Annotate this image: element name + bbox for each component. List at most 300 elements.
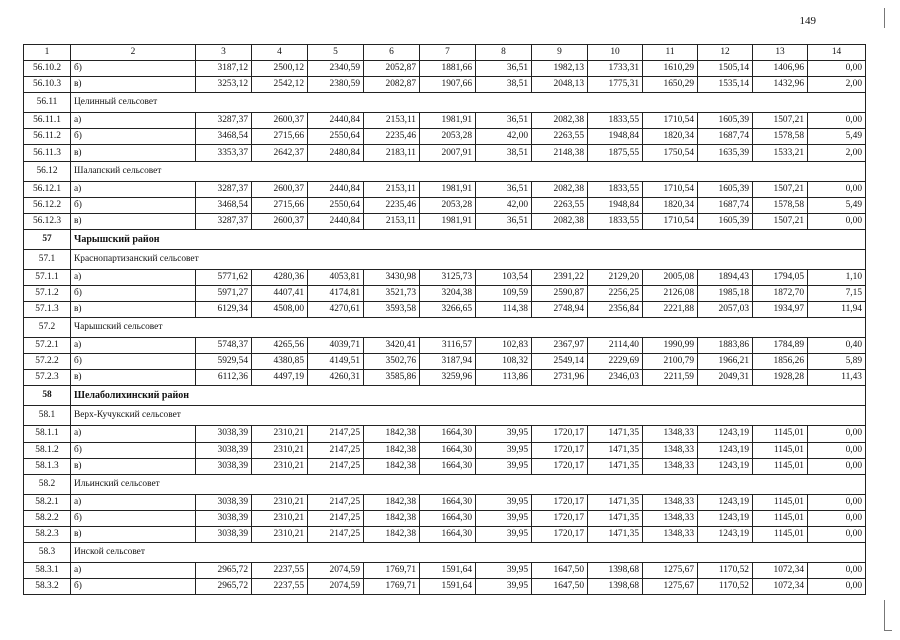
row-label-cell: в) xyxy=(71,370,196,386)
value-cell: 1145,01 xyxy=(753,494,808,510)
value-cell: 1471,35 xyxy=(588,426,643,442)
row-label-cell: а) xyxy=(71,181,196,197)
value-cell: 2183,11 xyxy=(364,145,420,161)
value-cell: 1842,38 xyxy=(364,510,420,526)
value-cell: 39,95 xyxy=(476,526,532,542)
value-cell: 1170,52 xyxy=(698,579,753,595)
row-code-cell: 57.2.3 xyxy=(24,370,71,386)
value-cell: 1664,30 xyxy=(420,426,476,442)
row-label-cell: а) xyxy=(71,113,196,129)
value-cell: 0,00 xyxy=(808,458,866,474)
value-cell: 2310,21 xyxy=(252,510,308,526)
row-code-cell: 56.10.3 xyxy=(24,77,71,93)
table-row xyxy=(24,510,866,526)
value-cell: 1966,21 xyxy=(698,354,753,370)
value-cell: 2440,84 xyxy=(308,181,364,197)
value-cell: 2053,28 xyxy=(420,197,476,213)
value-cell: 3502,76 xyxy=(364,354,420,370)
value-cell: 1775,31 xyxy=(588,77,643,93)
value-cell: 1507,21 xyxy=(753,213,808,229)
value-cell: 2114,40 xyxy=(588,338,643,354)
value-cell: 1275,67 xyxy=(643,579,698,595)
value-cell: 2082,38 xyxy=(532,181,588,197)
value-cell: 5,49 xyxy=(808,129,866,145)
value-cell: 3253,12 xyxy=(196,77,252,93)
value-cell: 1471,35 xyxy=(588,442,643,458)
value-cell: 3187,94 xyxy=(420,354,476,370)
value-cell: 2310,21 xyxy=(252,526,308,542)
value-cell: 38,51 xyxy=(476,145,532,161)
value-cell: 1471,35 xyxy=(588,526,643,542)
row-code-cell: 57.1.2 xyxy=(24,285,71,301)
page-edge-tick xyxy=(884,630,892,631)
row-code-cell: 56.11.2 xyxy=(24,129,71,145)
value-cell: 3259,96 xyxy=(420,370,476,386)
value-cell: 36,51 xyxy=(476,113,532,129)
value-cell: 109,59 xyxy=(476,285,532,301)
value-cell: 2550,64 xyxy=(308,197,364,213)
value-cell: 2550,64 xyxy=(308,129,364,145)
value-cell: 0,00 xyxy=(808,426,866,442)
value-cell: 2082,87 xyxy=(364,77,420,93)
table-row xyxy=(24,129,866,145)
value-cell: 1406,96 xyxy=(753,61,808,77)
value-cell: 1985,18 xyxy=(698,285,753,301)
value-cell: 1505,14 xyxy=(698,61,753,77)
value-cell: 2057,03 xyxy=(698,302,753,318)
value-cell: 2748,94 xyxy=(532,302,588,318)
settlement-row xyxy=(24,161,866,181)
value-cell: 0,00 xyxy=(808,61,866,77)
value-cell: 39,95 xyxy=(476,426,532,442)
value-cell: 102,83 xyxy=(476,338,532,354)
value-cell: 2256,25 xyxy=(588,285,643,301)
table-row xyxy=(24,579,866,595)
value-cell: 1720,17 xyxy=(532,458,588,474)
settlement-row xyxy=(24,249,866,269)
value-cell: 2211,59 xyxy=(643,370,698,386)
value-cell: 2126,08 xyxy=(643,285,698,301)
value-cell: 39,95 xyxy=(476,562,532,578)
row-label-cell: в) xyxy=(71,213,196,229)
table-row xyxy=(24,113,866,129)
column-header: 8 xyxy=(476,45,532,61)
value-cell: 1687,74 xyxy=(698,197,753,213)
table-row xyxy=(24,181,866,197)
value-cell: 3521,73 xyxy=(364,285,420,301)
value-cell: 113,86 xyxy=(476,370,532,386)
row-label-cell: б) xyxy=(71,354,196,370)
value-cell: 1710,54 xyxy=(643,113,698,129)
value-cell: 2263,55 xyxy=(532,129,588,145)
value-cell: 1687,74 xyxy=(698,129,753,145)
settlement-name-cell: Инской сельсовет xyxy=(71,542,866,562)
value-cell: 1243,19 xyxy=(698,442,753,458)
table-row xyxy=(24,77,866,93)
value-cell: 6112,36 xyxy=(196,370,252,386)
row-label-cell: а) xyxy=(71,426,196,442)
value-cell: 1145,01 xyxy=(753,426,808,442)
row-code-cell: 56.11.1 xyxy=(24,113,71,129)
value-cell: 3187,12 xyxy=(196,61,252,77)
column-header: 13 xyxy=(753,45,808,61)
table-row xyxy=(24,562,866,578)
value-cell: 2310,21 xyxy=(252,458,308,474)
value-cell: 2052,87 xyxy=(364,61,420,77)
value-cell: 2148,38 xyxy=(532,145,588,161)
value-cell: 1664,30 xyxy=(420,494,476,510)
table-row xyxy=(24,285,866,301)
value-cell: 2147,25 xyxy=(308,510,364,526)
row-code-cell: 58.1.3 xyxy=(24,458,71,474)
value-cell: 3038,39 xyxy=(196,426,252,442)
value-cell: 0,00 xyxy=(808,510,866,526)
value-cell: 108,32 xyxy=(476,354,532,370)
value-cell: 1769,71 xyxy=(364,579,420,595)
value-cell: 1072,34 xyxy=(753,562,808,578)
value-cell: 2048,13 xyxy=(532,77,588,93)
value-cell: 3287,37 xyxy=(196,213,252,229)
value-cell: 4039,71 xyxy=(308,338,364,354)
row-code-cell: 57.1.3 xyxy=(24,302,71,318)
value-cell: 1348,33 xyxy=(643,426,698,442)
value-cell: 2340,59 xyxy=(308,61,364,77)
value-cell: 1948,84 xyxy=(588,129,643,145)
value-cell: 2049,31 xyxy=(698,370,753,386)
table-row xyxy=(24,526,866,542)
value-cell: 1842,38 xyxy=(364,442,420,458)
value-cell: 2263,55 xyxy=(532,197,588,213)
value-cell: 2147,25 xyxy=(308,494,364,510)
value-cell: 2367,97 xyxy=(532,338,588,354)
value-cell: 1243,19 xyxy=(698,510,753,526)
value-cell: 4497,19 xyxy=(252,370,308,386)
value-cell: 4149,51 xyxy=(308,354,364,370)
value-cell: 2,00 xyxy=(808,145,866,161)
settlement-row xyxy=(24,474,866,494)
page-number: 149 xyxy=(799,15,816,27)
value-cell: 4508,00 xyxy=(252,302,308,318)
table-row xyxy=(24,338,866,354)
table-body xyxy=(24,45,866,595)
row-code-cell: 58.1.2 xyxy=(24,442,71,458)
value-cell: 0,00 xyxy=(808,494,866,510)
value-cell: 2,00 xyxy=(808,77,866,93)
value-cell: 2380,59 xyxy=(308,77,364,93)
value-cell: 2391,22 xyxy=(532,269,588,285)
value-cell: 1647,50 xyxy=(532,562,588,578)
table-row xyxy=(24,269,866,285)
value-cell: 1145,01 xyxy=(753,526,808,542)
value-cell: 1769,71 xyxy=(364,562,420,578)
value-cell: 0,00 xyxy=(808,526,866,542)
value-cell: 3287,37 xyxy=(196,113,252,129)
column-header: 10 xyxy=(588,45,643,61)
page-edge-line xyxy=(884,600,885,630)
value-cell: 4174,81 xyxy=(308,285,364,301)
value-cell: 0,00 xyxy=(808,442,866,458)
value-cell: 39,95 xyxy=(476,579,532,595)
value-cell: 2074,59 xyxy=(308,579,364,595)
value-cell: 5771,62 xyxy=(196,269,252,285)
row-code-cell: 58.1.1 xyxy=(24,426,71,442)
value-cell: 2237,55 xyxy=(252,579,308,595)
value-cell: 1820,34 xyxy=(643,129,698,145)
table-row xyxy=(24,442,866,458)
value-cell: 1650,29 xyxy=(643,77,698,93)
value-cell: 3038,39 xyxy=(196,458,252,474)
value-cell: 1578,58 xyxy=(753,197,808,213)
value-cell: 0,00 xyxy=(808,562,866,578)
row-label-cell: а) xyxy=(71,494,196,510)
value-cell: 1883,86 xyxy=(698,338,753,354)
value-cell: 5929,54 xyxy=(196,354,252,370)
value-cell: 1432,96 xyxy=(753,77,808,93)
value-cell: 1981,91 xyxy=(420,113,476,129)
row-label-cell: а) xyxy=(71,562,196,578)
value-cell: 11,43 xyxy=(808,370,866,386)
value-cell: 1243,19 xyxy=(698,458,753,474)
settlement-row xyxy=(24,542,866,562)
value-cell: 0,40 xyxy=(808,338,866,354)
value-cell: 2129,20 xyxy=(588,269,643,285)
row-label-cell: б) xyxy=(71,197,196,213)
value-cell: 2310,21 xyxy=(252,442,308,458)
row-code-cell: 57.2.1 xyxy=(24,338,71,354)
settlement-name-cell: Ильинский сельсовет xyxy=(71,474,866,494)
value-cell: 1842,38 xyxy=(364,526,420,542)
value-cell: 1856,26 xyxy=(753,354,808,370)
value-cell: 4260,31 xyxy=(308,370,364,386)
value-cell: 5,89 xyxy=(808,354,866,370)
value-cell: 2310,21 xyxy=(252,426,308,442)
value-cell: 2346,03 xyxy=(588,370,643,386)
value-cell: 3430,98 xyxy=(364,269,420,285)
settlement-name-cell: Верх-Кучукский сельсовет xyxy=(71,406,866,426)
column-header: 2 xyxy=(71,45,196,61)
value-cell: 1664,30 xyxy=(420,458,476,474)
value-cell: 1635,39 xyxy=(698,145,753,161)
row-code-cell: 57.1.1 xyxy=(24,269,71,285)
value-cell: 2147,25 xyxy=(308,526,364,542)
value-cell: 2542,12 xyxy=(252,77,308,93)
value-cell: 3125,73 xyxy=(420,269,476,285)
value-cell: 1243,19 xyxy=(698,526,753,542)
table-row xyxy=(24,145,866,161)
value-cell: 1348,33 xyxy=(643,442,698,458)
tariff-table xyxy=(23,44,866,595)
value-cell: 1750,54 xyxy=(643,145,698,161)
row-code-cell: 58.3.1 xyxy=(24,562,71,578)
value-cell: 6129,34 xyxy=(196,302,252,318)
value-cell: 3204,38 xyxy=(420,285,476,301)
value-cell: 1535,14 xyxy=(698,77,753,93)
value-cell: 1348,33 xyxy=(643,458,698,474)
value-cell: 2235,46 xyxy=(364,129,420,145)
value-cell: 1471,35 xyxy=(588,510,643,526)
value-cell: 36,51 xyxy=(476,61,532,77)
value-cell: 11,94 xyxy=(808,302,866,318)
value-cell: 3353,37 xyxy=(196,145,252,161)
value-cell: 1664,30 xyxy=(420,510,476,526)
value-cell: 39,95 xyxy=(476,442,532,458)
value-cell: 1981,91 xyxy=(420,213,476,229)
value-cell: 1981,91 xyxy=(420,181,476,197)
column-header: 12 xyxy=(698,45,753,61)
value-cell: 2153,11 xyxy=(364,113,420,129)
value-cell: 2715,66 xyxy=(252,129,308,145)
value-cell: 2480,84 xyxy=(308,145,364,161)
value-cell: 2082,38 xyxy=(532,213,588,229)
value-cell: 1720,17 xyxy=(532,494,588,510)
value-cell: 1664,30 xyxy=(420,526,476,542)
value-cell: 1710,54 xyxy=(643,181,698,197)
value-cell: 1720,17 xyxy=(532,510,588,526)
value-cell: 39,95 xyxy=(476,510,532,526)
value-cell: 4280,36 xyxy=(252,269,308,285)
row-code-cell: 57.2 xyxy=(24,318,71,338)
value-cell: 3038,39 xyxy=(196,510,252,526)
value-cell: 1720,17 xyxy=(532,526,588,542)
row-code-cell: 58.1 xyxy=(24,406,71,426)
value-cell: 3038,39 xyxy=(196,526,252,542)
value-cell: 1820,34 xyxy=(643,197,698,213)
value-cell: 1733,31 xyxy=(588,61,643,77)
row-code-cell: 58.3.2 xyxy=(24,579,71,595)
settlement-name-cell: Чарышский сельсовет xyxy=(71,318,866,338)
value-cell: 1928,28 xyxy=(753,370,808,386)
value-cell: 1842,38 xyxy=(364,426,420,442)
table-row xyxy=(24,494,866,510)
value-cell: 2440,84 xyxy=(308,113,364,129)
table-row xyxy=(24,302,866,318)
value-cell: 2310,21 xyxy=(252,494,308,510)
table-row xyxy=(24,458,866,474)
value-cell: 3038,39 xyxy=(196,494,252,510)
row-label-cell: в) xyxy=(71,302,196,318)
settlement-row xyxy=(24,93,866,113)
value-cell: 2440,84 xyxy=(308,213,364,229)
value-cell: 1948,84 xyxy=(588,197,643,213)
row-code-cell: 58.2.2 xyxy=(24,510,71,526)
row-code-cell: 57.2.2 xyxy=(24,354,71,370)
district-name-cell: Шелаболихинский район xyxy=(71,386,866,406)
row-label-cell: в) xyxy=(71,526,196,542)
row-label-cell: б) xyxy=(71,61,196,77)
value-cell: 4270,61 xyxy=(308,302,364,318)
settlement-row xyxy=(24,406,866,426)
row-label-cell: б) xyxy=(71,510,196,526)
value-cell: 2147,25 xyxy=(308,442,364,458)
value-cell: 7,15 xyxy=(808,285,866,301)
column-header: 1 xyxy=(24,45,71,61)
settlement-name-cell: Шалапский сельсовет xyxy=(71,161,866,181)
value-cell: 1275,67 xyxy=(643,562,698,578)
value-cell: 2600,37 xyxy=(252,113,308,129)
value-cell: 1507,21 xyxy=(753,181,808,197)
value-cell: 1578,58 xyxy=(753,129,808,145)
value-cell: 1471,35 xyxy=(588,458,643,474)
value-cell: 5748,37 xyxy=(196,338,252,354)
value-cell: 1875,55 xyxy=(588,145,643,161)
value-cell: 1,10 xyxy=(808,269,866,285)
value-cell: 1894,43 xyxy=(698,269,753,285)
row-code-cell: 58.2.1 xyxy=(24,494,71,510)
value-cell: 0,00 xyxy=(808,181,866,197)
value-cell: 1145,01 xyxy=(753,510,808,526)
value-cell: 0,00 xyxy=(808,213,866,229)
column-header: 9 xyxy=(532,45,588,61)
value-cell: 36,51 xyxy=(476,213,532,229)
row-code-cell: 58.2.3 xyxy=(24,526,71,542)
value-cell: 1664,30 xyxy=(420,442,476,458)
column-header: 7 xyxy=(420,45,476,61)
row-label-cell: в) xyxy=(71,458,196,474)
value-cell: 2147,25 xyxy=(308,426,364,442)
value-cell: 1610,29 xyxy=(643,61,698,77)
value-cell: 42,00 xyxy=(476,129,532,145)
value-cell: 2100,79 xyxy=(643,354,698,370)
value-cell: 1842,38 xyxy=(364,494,420,510)
table-row xyxy=(24,426,866,442)
value-cell: 2600,37 xyxy=(252,181,308,197)
value-cell: 2147,25 xyxy=(308,458,364,474)
value-cell: 1398,68 xyxy=(588,562,643,578)
value-cell: 1872,70 xyxy=(753,285,808,301)
column-header: 4 xyxy=(252,45,308,61)
value-cell: 39,95 xyxy=(476,458,532,474)
value-cell: 0,00 xyxy=(808,579,866,595)
row-code-cell: 56.12.2 xyxy=(24,197,71,213)
value-cell: 3038,39 xyxy=(196,442,252,458)
value-cell: 2500,12 xyxy=(252,61,308,77)
row-code-cell: 56.12.3 xyxy=(24,213,71,229)
row-code-cell: 57 xyxy=(24,229,71,249)
value-cell: 1145,01 xyxy=(753,458,808,474)
value-cell: 2074,59 xyxy=(308,562,364,578)
value-cell: 1710,54 xyxy=(643,213,698,229)
value-cell: 2642,37 xyxy=(252,145,308,161)
row-code-cell: 57.1 xyxy=(24,249,71,269)
value-cell: 1243,19 xyxy=(698,494,753,510)
row-label-cell: а) xyxy=(71,338,196,354)
column-header: 14 xyxy=(808,45,866,61)
value-cell: 2053,28 xyxy=(420,129,476,145)
value-cell: 1348,33 xyxy=(643,526,698,542)
settlement-name-cell: Краснопартизанский сельсовет xyxy=(71,249,866,269)
value-cell: 1591,64 xyxy=(420,562,476,578)
page-edge-line xyxy=(884,8,885,28)
value-cell: 2153,11 xyxy=(364,181,420,197)
value-cell: 2005,08 xyxy=(643,269,698,285)
value-cell: 1398,68 xyxy=(588,579,643,595)
settlement-name-cell: Целинный сельсовет xyxy=(71,93,866,113)
header-row xyxy=(24,45,866,61)
value-cell: 1934,97 xyxy=(753,302,808,318)
value-cell: 3266,65 xyxy=(420,302,476,318)
column-header: 6 xyxy=(364,45,420,61)
value-cell: 1794,05 xyxy=(753,269,808,285)
value-cell: 1533,21 xyxy=(753,145,808,161)
value-cell: 114,38 xyxy=(476,302,532,318)
value-cell: 103,54 xyxy=(476,269,532,285)
value-cell: 1982,13 xyxy=(532,61,588,77)
value-cell: 1881,66 xyxy=(420,61,476,77)
value-cell: 1784,89 xyxy=(753,338,808,354)
value-cell: 1720,17 xyxy=(532,426,588,442)
value-cell: 1471,35 xyxy=(588,494,643,510)
value-cell: 1348,33 xyxy=(643,494,698,510)
